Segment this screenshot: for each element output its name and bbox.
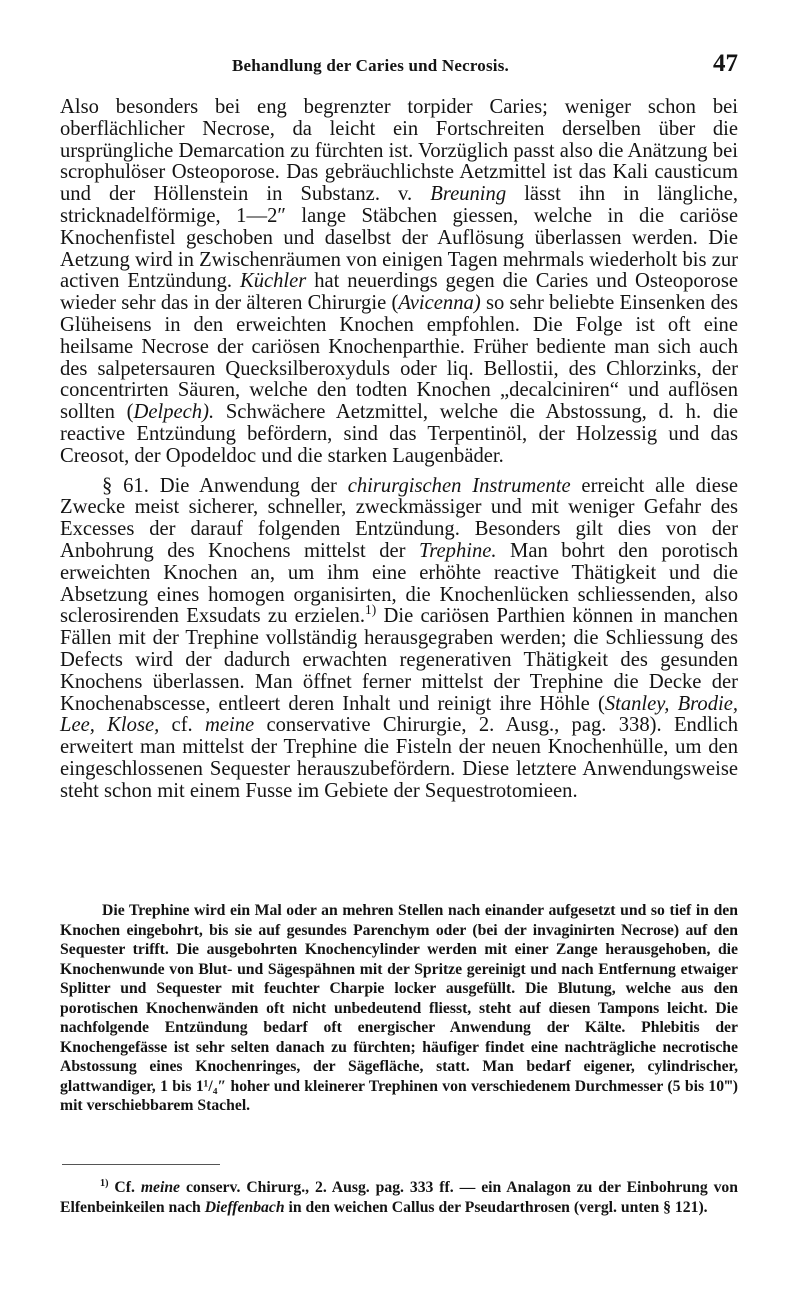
small-print-note: Die Trephine wird ein Mal oder an mehren Stellen nach einander aufgesetzt und so tief in den Knochen eingebohrt, bis sie auf gesundes Parenchym oder (bei der invaginirten Necrose) auf den Sequester trifft. Die ausgebohrten Knochencylinder werden mit einer Zange herausgehoben, die Knochenwunde von Blut- und Sägespähnen mit der Spritze gereinigt und nach Entfernung etwaiger Splitter und Sequester mit feuchter Charpie locker ausgefüllt. Die Blutung, welche aus den porotischen Knochenwänden oft nicht unbedeutend fliesst, steht auf diesen Tampons leicht. Die nachfolgende Entzündung bedarf oft energischer Anwendung der Kälte. Phlebitis der Knochengefässe ist sehr selten danach zu fürchten; häufiger findet eine nachträgliche necrotische Abstossung eines Knochenringes, der Sägefläche, statt. Man bedarf eigener, cylindrischer, glattwandiger, 1 bis 1¹/₄″ hoher und kleinerer Trephinen von verschiedenem Durchmesser (5 bis 10‴) mit verschiebbarem Stachel. (60, 902, 738, 1114)
author-name: Breuning (430, 183, 507, 206)
emphasis: Trephine. (418, 539, 497, 562)
emphasis: chirurgischen Instrumente (347, 474, 571, 497)
footnote: $^{1)}$ Cf. meine conserv. Chirurg., 2. Ausg. pag. 333 ff. — ein Analagon zu der Einbohrung von Elfenbeinkeilen nach Dieffenbach in den weichen Callus der Pseudarthrosen (vergl. unten § 121). (60, 1177, 738, 1216)
author-name: Küchler (239, 270, 307, 293)
paragraph-etching: Also besonders bei eng begrenzter torpider Caries; weniger schon bei oberflächlicher Necrose, da leicht ein Fortschreiten derselben über die ursprüngliche Demarcation zu fürchten ist. Vorzüglich passt also die Anätzung bei scrophulöser Osteoporose. Das gebräuchlichste Aetzmittel ist das Kali causticum und der Höllenstein in Substanz. v. Breuning lässt ihn in längliche, stricknadelförmige, 1—2″ lange Stäbchen giessen, welche in die cariöse Knochenfistel geschoben und daselbst der Auflösung überlassen werden. Die Aetzung wird in Zwischenräumen von einigen Tagen mehrmals wiederholt bis zur activen Entzündung. Küchler hat neuerdings gegen die Caries und Osteoporose wieder sehr das in der älteren Chirurgie (Avicenna) so sehr beliebte Einsenken des Glüheisens in den erweichten Knochen empfohlen. Die Folge ist oft eine heilsame Necrose der cariösen Knochenparthie. Früher bediente man sich auch des salpetersauren Quecksilberoxyduls oder liq. Bellostii, des Chlorzinks, der concentrirten Säuren, welche den todten Knochen „decalciniren“ und auflösen sollten (Delpech). Schwächere Aetzmittel, welche die Abstossung, d. h. die reactive Entzündung befördern, sind das Terpentinöl, der Holzessig und das Creosot, der Opodeldoc und die starken Laugenbäder. (60, 96, 739, 467)
emphasis: meine (140, 1179, 181, 1196)
footnote-divider (62, 1164, 220, 1165)
emphasis: meine (205, 714, 255, 737)
author-name: Avicenna) (398, 292, 481, 315)
author-name: Delpech). (133, 401, 215, 424)
page-header (60, 50, 738, 80)
author-name: Dieffenbach (204, 1198, 285, 1216)
page-number: 47 (713, 50, 738, 77)
footnote-marker: 1) (365, 602, 377, 618)
footnote-number: 1) (100, 1177, 109, 1189)
running-title: Behandlung der Caries und Necrosis. (232, 56, 509, 75)
paragraph-section-61: § 61. Die Anwendung der chirurgischen Instrumente erreicht alle diese Zwecke meist sicherer, schneller, zweckmässiger und mit weniger Gefahr des Excesses der darauf folgenden Entzündung. Besonders gilt dies von der Anbohrung des Knochens mittelst der Trephine. Man bohrt den porotisch erweichten Knochen an, um ihm eine erhöhte reactive Thätigkeit und die Absetzung eines homogen organisirten, die Knochenlücken schliessenden, also sclerosirenden Exsudats zu erzielen.$^{1)}$ Die cariösen Parthien können in manchen Fällen mit der Trephine vollständig herausgegraben werden; die Schliessung des Defects wird der dadurch erwachten regenerativen Thätigkeit des gesunden Knochens überlassen. Man öffnet ferner mittelst der Trephine die Decke der Knochenabscesse, entleert deren Inhalt und reinigt ihre Höhle (Stanley, Brodie, Lee, Klose, cf. meine conservative Chirurgie, 2. Ausg., pag. 338). Endlich erweitert man mittelst der Trephine die Fisteln der neuen Knochenhülle, um den eingeschlossenen Sequester herauszubefördern. Diese letztere Anwendungsweise steht schon mit einem Fusse im Gebiete der Sequestrotomieen. (60, 474, 739, 802)
author-names: Stanley, Brodie, Lee, Klose, (60, 692, 739, 737)
main-text (60, 97, 738, 803)
